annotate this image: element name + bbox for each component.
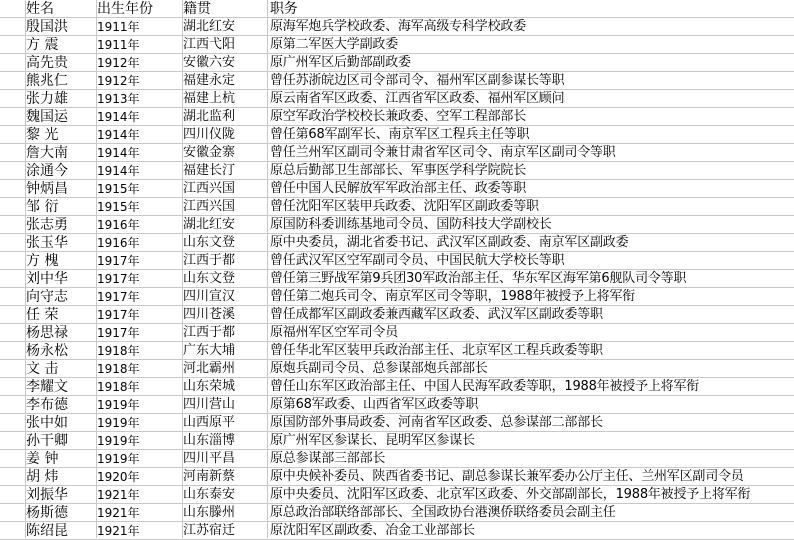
row-name: 邹 衍 [26, 199, 59, 215]
table-row [0, 522, 794, 540]
row-native-place: 江苏宿迁 [183, 523, 236, 538]
header-position: 职务 [270, 1, 298, 17]
row-position: 原海军炮兵学校政委、海军高级专科学校政委 [270, 19, 527, 34]
row-position: 曾任沈阳军区装甲兵政委、沈阳军区副政委等职 [270, 199, 539, 214]
row-birth-year: 1917年 [97, 308, 140, 322]
row-position: 曾任兰州军区副司令兼甘肃省军区司令、南京军区副司令等职 [270, 145, 616, 160]
row-name: 方 槐 [26, 253, 59, 269]
table-row [0, 216, 794, 234]
row-birth-year: 1915年 [97, 200, 140, 214]
table-row [0, 396, 794, 414]
row-position: 原总政治部联络部部长、全国政协台港澳侨联络委员会副主任 [270, 505, 616, 520]
row-native-place: 安徽六安 [183, 55, 236, 70]
row-position: 原总参谋部三部部长 [270, 451, 386, 466]
row-native-place: 江西于都 [183, 325, 236, 340]
row-position: 曾任中国人民解放军军政治部主任、政委等职 [270, 181, 527, 196]
table-row [0, 288, 794, 306]
row-position: 原沈阳军区副政委、冶金工业部部长 [270, 523, 475, 538]
row-name: 詹大南 [26, 145, 68, 161]
table-row [0, 36, 794, 54]
row-birth-year: 1918年 [97, 380, 140, 394]
row-name: 张玉华 [26, 235, 68, 251]
row-position: 原广州军区参谋长、昆明军区参谋长 [270, 433, 475, 448]
header-row [0, 0, 794, 18]
row-birth-year: 1914年 [97, 110, 140, 124]
row-name: 高先贵 [26, 55, 68, 71]
header-name: 姓名 [26, 1, 54, 17]
row-native-place: 山东文登 [183, 235, 236, 250]
row-birth-year: 1919年 [97, 416, 140, 430]
row-position: 原中央委员，湖北省委书记、武汉军区副政委、南京军区副政委 [270, 235, 629, 250]
row-name: 张力雄 [26, 91, 68, 107]
row-native-place: 湖北红安 [183, 19, 236, 34]
row-birth-year: 1920年 [97, 470, 140, 484]
row-native-place: 山东荣城 [183, 379, 236, 394]
row-position: 曾任第二炮兵司令、南京军区司令等职，1988年被授予上将军衔 [270, 289, 636, 304]
row-birth-year: 1911年 [97, 20, 140, 34]
table-row [0, 270, 794, 288]
row-position: 曾任武汉军区空军副司令员、中国民航大学校长等职 [270, 253, 565, 268]
row-position: 原第68军政委、山西省军区政委等职 [270, 397, 479, 412]
row-name: 杨思禄 [26, 325, 68, 341]
row-position: 原炮兵副司令员、总参谋部炮兵部部长 [270, 361, 488, 376]
table-row [0, 252, 794, 270]
row-name: 刘中华 [26, 271, 68, 287]
row-position: 原第二军医大学副政委 [270, 37, 399, 52]
row-native-place: 四川仪陇 [183, 127, 236, 142]
row-position: 原中央委员、沈阳军区政委、北京军区政委、外交部副部长，1988年被授予上将军衔 [270, 487, 751, 502]
row-name: 杨永松 [26, 343, 68, 359]
row-native-place: 四川营山 [183, 397, 236, 412]
row-birth-year: 1917年 [97, 326, 140, 340]
row-native-place: 四川宣汉 [183, 289, 236, 304]
header-birth-year: 出生年份 [97, 1, 153, 17]
row-name: 殷国洪 [26, 19, 68, 35]
row-native-place: 河北霸州 [183, 361, 236, 376]
row-name: 姜 钟 [26, 451, 59, 467]
row-position: 曾任华北军区装甲兵政治部主任、北京军区工程兵政委等职 [270, 343, 603, 358]
table-row [0, 18, 794, 36]
row-birth-year: 1919年 [97, 398, 140, 412]
row-birth-year: 1919年 [97, 434, 140, 448]
table-row [0, 486, 794, 504]
row-position: 原广州军区后勤部副政委 [270, 55, 411, 70]
row-birth-year: 1919年 [97, 452, 140, 466]
row-name: 钟炳昌 [26, 181, 68, 197]
row-native-place: 福建长汀 [183, 163, 236, 178]
row-position: 原云南省军区政委、江西省军区政委、福州军区顾问 [270, 91, 565, 106]
row-name: 李布德 [26, 397, 68, 413]
table-row [0, 504, 794, 522]
table-row [0, 144, 794, 162]
row-native-place: 湖北监利 [183, 109, 236, 124]
row-native-place: 山西原平 [183, 415, 236, 430]
table-row [0, 432, 794, 450]
table-row [0, 414, 794, 432]
row-birth-year: 1915年 [97, 182, 140, 196]
table-row [0, 126, 794, 144]
row-position: 原中央候补委员、陕西省委书记、副总参谋长兼军委办公厅主任、兰州军区副司令员 [270, 469, 744, 484]
row-native-place: 江西兴国 [183, 181, 236, 196]
table-row [0, 342, 794, 360]
table-row [0, 378, 794, 396]
row-position: 原空军政治学校校长兼政委、空军工程部部长 [270, 109, 527, 124]
row-native-place: 江西弋阳 [183, 37, 236, 52]
row-position: 原国防部外事局政委、河南省军区政委、总参谋部二部部长 [270, 415, 603, 430]
row-name: 刘振华 [26, 487, 68, 503]
table-row [0, 450, 794, 468]
row-name: 孙干卿 [26, 433, 68, 449]
row-native-place: 山东滕州 [183, 505, 236, 520]
table-row [0, 468, 794, 486]
row-birth-year: 1913年 [97, 92, 140, 106]
row-name: 黎 光 [26, 127, 59, 143]
row-birth-year: 1912年 [97, 74, 140, 88]
row-native-place: 湖北红安 [183, 217, 236, 232]
row-position: 原福州军区空军司令员 [270, 325, 399, 340]
row-birth-year: 1916年 [97, 236, 140, 250]
row-birth-year: 1914年 [97, 146, 140, 160]
row-birth-year: 1921年 [97, 524, 140, 538]
row-native-place: 河南新蔡 [183, 469, 236, 484]
row-name: 文 击 [26, 361, 59, 377]
table-row [0, 90, 794, 108]
row-name: 陈绍昆 [26, 523, 68, 539]
row-native-place: 安徽金寨 [183, 145, 236, 160]
row-name: 涂通今 [26, 163, 68, 179]
row-birth-year: 1918年 [97, 362, 140, 376]
table-row [0, 180, 794, 198]
row-native-place: 四川平昌 [183, 451, 236, 466]
row-native-place: 四川苍溪 [183, 307, 236, 322]
row-name: 李耀文 [26, 379, 68, 395]
row-name: 任 荣 [26, 307, 59, 323]
row-name: 魏国运 [26, 109, 68, 125]
table-row [0, 198, 794, 216]
row-birth-year: 1916年 [97, 218, 140, 232]
table-row [0, 162, 794, 180]
table-row [0, 306, 794, 324]
row-native-place: 江西于都 [183, 253, 236, 268]
table-row [0, 324, 794, 342]
row-position: 曾任第68军副军长、南京军区工程兵主任等职 [270, 127, 530, 142]
row-name: 张中如 [26, 415, 68, 431]
row-position: 原总后勤部卫生部部长、军事医学科学院院长 [270, 163, 527, 178]
row-name: 熊兆仁 [26, 73, 68, 89]
row-birth-year: 1914年 [97, 164, 140, 178]
row-position: 原国防科委训练基地司令员、国防科技大学副校长 [270, 217, 552, 232]
row-birth-year: 1911年 [97, 38, 140, 52]
row-birth-year: 1918年 [97, 344, 140, 358]
row-native-place: 广东大埔 [183, 343, 236, 358]
row-birth-year: 1914年 [97, 128, 140, 142]
row-name: 张志勇 [26, 217, 68, 233]
table-row [0, 360, 794, 378]
row-position: 曾任苏浙皖边区司令部司令、福州军区副参谋长等职 [270, 73, 565, 88]
row-position: 曾任山东军区政治部主任、中国人民海军政委等职，1988年被授予上将军衔 [270, 379, 700, 394]
header-native-place: 籍贯 [183, 1, 211, 17]
row-position: 曾任第三野战军第9兵团30军政治部主任、华东军区海军第6舰队司令等职 [270, 271, 687, 286]
row-name: 方 震 [26, 37, 59, 53]
row-position: 曾任成都军区副政委兼西藏军区政委、武汉军区副政委等职 [270, 307, 603, 322]
row-native-place: 山东文登 [183, 271, 236, 286]
row-name: 向守志 [26, 289, 68, 305]
row-native-place: 山东淄博 [183, 433, 236, 448]
row-native-place: 福建永定 [183, 73, 236, 88]
table-row [0, 108, 794, 126]
row-birth-year: 1912年 [97, 56, 140, 70]
row-birth-year: 1921年 [97, 488, 140, 502]
row-name: 胡 炜 [26, 469, 59, 485]
table-row [0, 234, 794, 252]
row-name: 杨斯德 [26, 505, 68, 521]
row-native-place: 江西兴国 [183, 199, 236, 214]
row-birth-year: 1917年 [97, 254, 140, 268]
row-birth-year: 1917年 [97, 272, 140, 286]
row-native-place: 山东泰安 [183, 487, 236, 502]
row-birth-year: 1917年 [97, 290, 140, 304]
row-native-place: 福建上杭 [183, 91, 236, 106]
table-row [0, 54, 794, 72]
table-row [0, 72, 794, 90]
row-birth-year: 1921年 [97, 506, 140, 520]
